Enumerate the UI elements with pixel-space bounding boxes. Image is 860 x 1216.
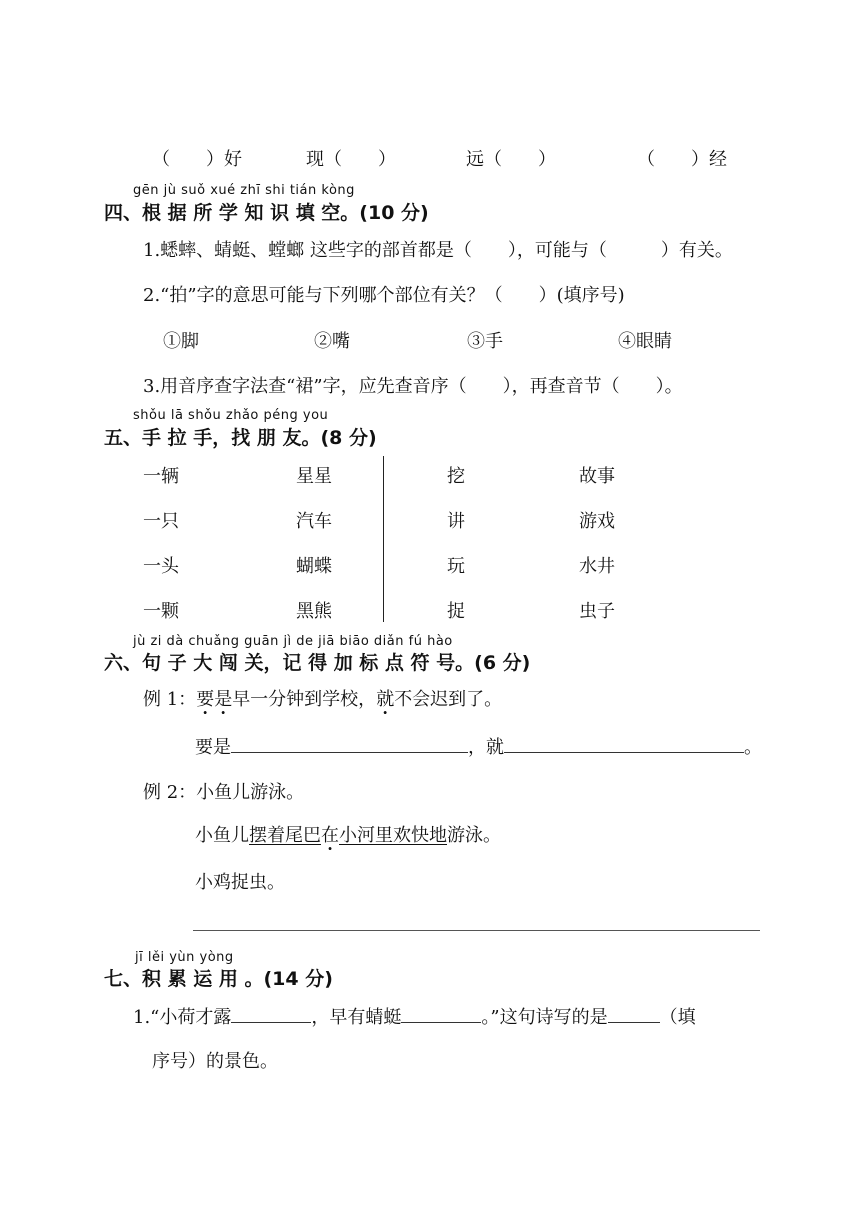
s4-option-3: ③手: [467, 331, 503, 352]
match-right-target: 水井: [579, 556, 615, 577]
s4-option-2: ②嘴: [314, 331, 350, 352]
question-text: 。”这句诗写的是: [481, 1007, 608, 1028]
match-left-target: 星星: [296, 466, 332, 487]
dotted-char: 要: [196, 689, 215, 710]
underlined-phrase: 小河里欢快地: [339, 825, 447, 846]
example-1-text: 不会迟到了。: [394, 689, 503, 710]
top-item-1: （ ）好: [152, 149, 242, 170]
match-right-target: 游戏: [579, 511, 615, 532]
s4-question-1: 1.蟋蟀、蜻蜓、螳螂 这些字的部首都是（ ），可能与（ ）有关。: [143, 240, 733, 261]
column-divider: [383, 456, 384, 622]
dotted-char: 就: [376, 689, 395, 710]
section6-heading: 六、句 子 大 闯 关，记 得 加 标 点 符 号。(6 分): [104, 652, 531, 674]
match-left-word: 一颗: [143, 601, 179, 622]
match-left-target: 汽车: [296, 511, 332, 532]
match-right-word: 讲: [447, 511, 465, 532]
example-1: [143, 685, 502, 711]
question-text: 1.“小荷才露: [133, 1007, 232, 1028]
match-right-word: 挖: [447, 466, 465, 487]
answer-blank[interactable]: [608, 1006, 660, 1023]
answer-line[interactable]: [193, 930, 760, 931]
question-text: ，早有蜻蜓: [311, 1007, 402, 1028]
section6-pinyin: jù zi dà chuǎng guān jì de jiā biāo diǎn fú hào: [133, 634, 453, 649]
example-2-expanded: [195, 821, 501, 847]
s7-question-1: [133, 1003, 696, 1029]
answer-blank[interactable]: [504, 736, 744, 753]
section7-pinyin: jī lěi yùn yòng: [135, 950, 234, 965]
answer-blank[interactable]: [401, 1006, 481, 1023]
dotted-char: 是: [214, 689, 233, 710]
fill-sentence-1: [195, 733, 762, 759]
match-left-word: 一只: [143, 511, 179, 532]
match-left-target: 黑熊: [296, 601, 332, 622]
match-left-word: 一辆: [143, 466, 179, 487]
match-left-word: 一头: [143, 556, 179, 577]
section4-heading: 四、根 据 所 学 知 识 填 空。(10 分): [104, 202, 429, 224]
section7-heading: 七、积 累 运 用 。(14 分): [104, 968, 333, 990]
dotted-char: 在: [321, 825, 339, 846]
example-2: 例 2：小鱼儿游泳。: [143, 782, 305, 803]
match-left-target: 蝴蝶: [296, 556, 332, 577]
underlined-phrase: 摆着尾巴: [249, 825, 321, 846]
sentence-part: 小鱼儿: [195, 825, 249, 846]
match-right-word: 捉: [447, 601, 465, 622]
sentence-part: 游泳。: [447, 825, 501, 846]
s4-question-3: 3.用音序查字法查“裙”字，应先查音序（ ），再查音节（ ）。: [143, 376, 683, 397]
top-item-4: （ ）经: [637, 149, 727, 170]
top-item-3: 远（ ）: [466, 149, 556, 170]
top-item-2: 现（ ）: [306, 149, 396, 170]
question-text: （填: [659, 1007, 696, 1028]
match-right-word: 玩: [447, 556, 465, 577]
section5-pinyin: shǒu lā shǒu zhǎo péng you: [133, 408, 329, 423]
fill-end: 。: [744, 737, 762, 758]
task-sentence: 小鸡捉虫。: [195, 872, 285, 893]
example-1-text: 早一分钟到学校，: [232, 689, 377, 710]
s4-question-2: 2.“拍”字的意思可能与下列哪个部位有关？（ ）(填序号): [143, 285, 625, 306]
example-1-label: 例 1：: [143, 689, 197, 710]
section5-heading: 五、手 拉 手，找 朋 友。(8 分): [104, 427, 377, 449]
s7-question-1-cont: 序号）的景色。: [152, 1051, 278, 1072]
answer-blank[interactable]: [231, 1006, 311, 1023]
match-right-target: 虫子: [579, 601, 615, 622]
section4-pinyin: gēn jù suǒ xué zhī shi tián kòng: [133, 183, 355, 198]
fill-middle: ，就: [468, 737, 504, 758]
fill-prefix: 要是: [195, 737, 231, 758]
s4-option-4: ④眼睛: [618, 331, 672, 352]
match-right-target: 故事: [579, 466, 615, 487]
s4-option-1: ①脚: [163, 331, 199, 352]
answer-blank[interactable]: [231, 736, 468, 753]
